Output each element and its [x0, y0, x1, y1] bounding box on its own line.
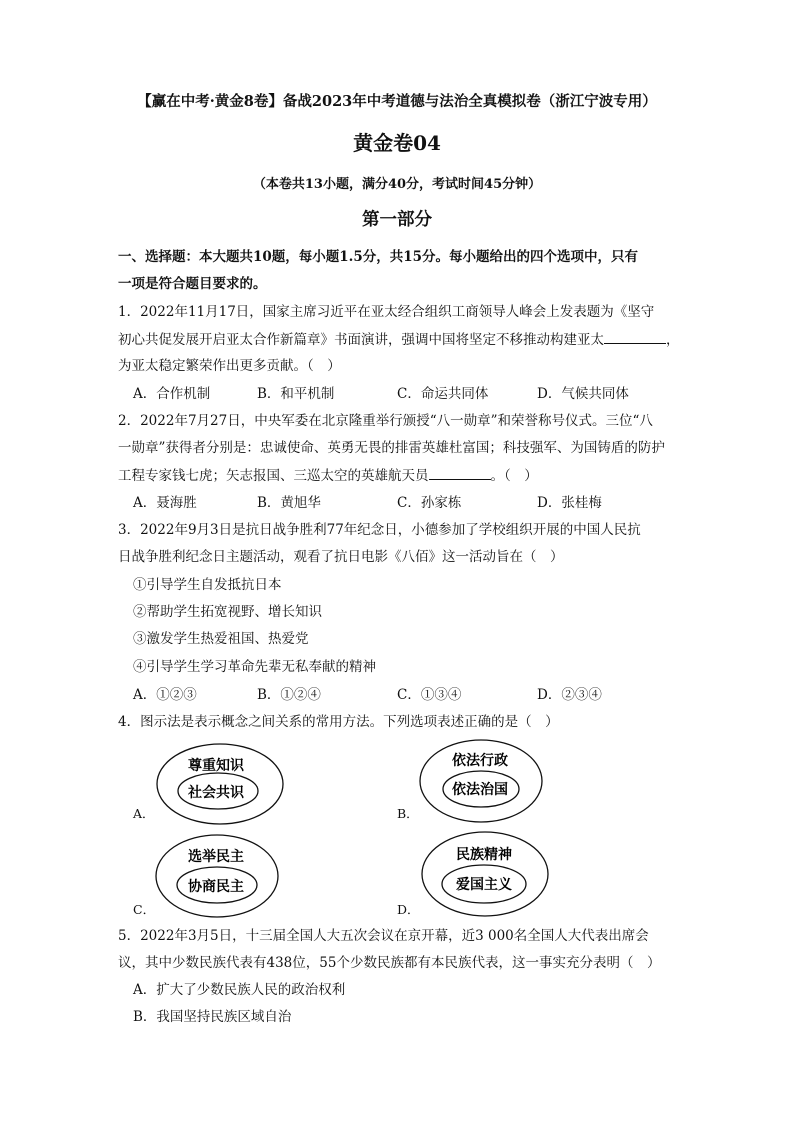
- q4-diagram-d-letter: D．: [397, 902, 420, 917]
- q3-item-2: ②帮助学生拓宽视野、增长知识: [133, 604, 322, 620]
- q2-line1: 2．2022年7月27日，中央军委在北京隆重举行颁授“八一勋章”和荣誉称号仪式。三位“八: [118, 413, 653, 429]
- q4-line1: 4．图示法是表示概念之间关系的常用方法。下列选项表述正确的是（ ）: [118, 714, 559, 730]
- q4-diagram-a-outer-ellipse: [157, 744, 283, 824]
- q3-option-b: B．①②④: [257, 687, 321, 703]
- q4-diagram-c: [154, 833, 280, 919]
- exam-header: 【赢在中考·黄金8卷】备战2023年中考道德与法治全真模拟卷（浙江宁波专用）: [137, 93, 657, 110]
- q2-option-d: D．张桂梅: [537, 495, 602, 511]
- q2-answer-blank: [429, 466, 491, 480]
- q5-option-b: B．我国坚持民族区域自治: [133, 1009, 292, 1025]
- q2-option-c: C．孙家栋: [397, 495, 462, 511]
- q3-option-a: A．①②③: [133, 687, 197, 703]
- q3-line1: 3．2022年9月3日是抗日战争胜利77年纪念日，小德参加了学校组织开展的中国人民抗: [118, 522, 641, 538]
- q4-diagram-b-inner-label: 依法治国: [452, 782, 508, 798]
- q1-line3: 为亚太稳定繁荣作出更多贡献。（ ）: [118, 358, 341, 374]
- q1-line2-text: 初心共促发展开启亚太合作新篇章》书面演讲，强调中国将坚定不移推动构建亚太: [118, 332, 604, 348]
- q4-diagram-d-outer-label: 民族精神: [456, 847, 512, 863]
- part-heading: 第一部分: [362, 210, 432, 230]
- q2-line3-text: 工程专家钱七虎；矢志报国、三巡太空的英雄航天员: [118, 468, 429, 484]
- exam-title: 黄金卷04: [353, 131, 441, 155]
- q1-answer-blank: [604, 330, 666, 344]
- q2-line3-end: 。（ ）: [490, 468, 538, 484]
- q3-item-1: ①引导学生自发抵抗日本: [133, 577, 282, 593]
- exam-subtitle: （本卷共13小题，满分40分，考试时间45分钟）: [252, 177, 542, 192]
- q3-option-d: D．②③④: [537, 687, 602, 703]
- q4-diagram-a-outer-label: 尊重知识: [188, 758, 244, 774]
- q1-option-c: C．命运共同体: [397, 386, 489, 402]
- q3-item-3: ③激发学生热爱祖国、热爱党: [133, 631, 309, 647]
- q4-diagram-a: [155, 742, 285, 826]
- q5-line1: 5．2022年3月5日，十三届全国人大五次会议在京开幕，近3 000名全国人大代表出席会: [118, 928, 649, 944]
- q1-line2: [118, 330, 680, 349]
- q4-diagram-c-inner-label: 协商民主: [188, 879, 244, 895]
- q1-line2-end: ，: [666, 332, 680, 348]
- q5-line2: 议，其中少数民族代表有438位，55个少数民族都有本民族代表，这一事实充分表明（ ）: [118, 955, 661, 971]
- q2-line3: [118, 466, 538, 485]
- q4-diagram-b-letter: B．: [397, 806, 419, 821]
- section-instruction-line2: 一项是符合题目要求的。: [118, 276, 267, 292]
- q4-diagram-d: [420, 830, 550, 918]
- q1-option-d: D．气候共同体: [537, 386, 629, 402]
- q2-option-a: A．聂海胜: [133, 495, 197, 511]
- q4-diagram-d-inner-label: 爱国主义: [456, 877, 512, 893]
- q4-diagram-a-letter: A．: [133, 806, 155, 821]
- q2-option-b: B．黄旭华: [257, 495, 321, 511]
- q4-diagram-c-outer-label: 选举民主: [188, 849, 244, 865]
- q4-diagram-c-outer-ellipse: [156, 835, 278, 917]
- q4-diagram-b: [418, 738, 544, 824]
- q1-option-b: B．和平机制: [257, 386, 335, 402]
- q3-line2: 日战争胜利纪念日主题活动，观看了抗日电影《八佰》这一活动旨在（ ）: [118, 549, 564, 565]
- q1-option-a: A．合作机制: [133, 386, 211, 402]
- q4-diagram-c-letter: C．: [133, 902, 156, 917]
- q1-line1: 1．2022年11月17日，国家主席习近平在亚太经合组织工商领导人峰会上发表题为《坚守: [118, 304, 655, 320]
- q2-line2: 一勋章”获得者分别是：忠诚使命、英勇无畏的排雷英雄杜富国；科技强军、为国铸盾的防护: [118, 440, 665, 456]
- q4-diagram-b-outer-label: 依法行政: [452, 753, 508, 769]
- q5-option-a: A．扩大了少数民族人民的政治权利: [133, 982, 346, 998]
- section-instruction-line1: 一、选择题：本大题共10题，每小题1.5分，共15分。每小题给出的四个选项中，只有: [118, 249, 639, 265]
- q3-option-c: C．①③④: [397, 687, 462, 703]
- q3-item-4: ④引导学生学习革命先辈无私奉献的精神: [133, 659, 376, 675]
- q4-diagram-a-inner-label: 社会共识: [188, 785, 244, 801]
